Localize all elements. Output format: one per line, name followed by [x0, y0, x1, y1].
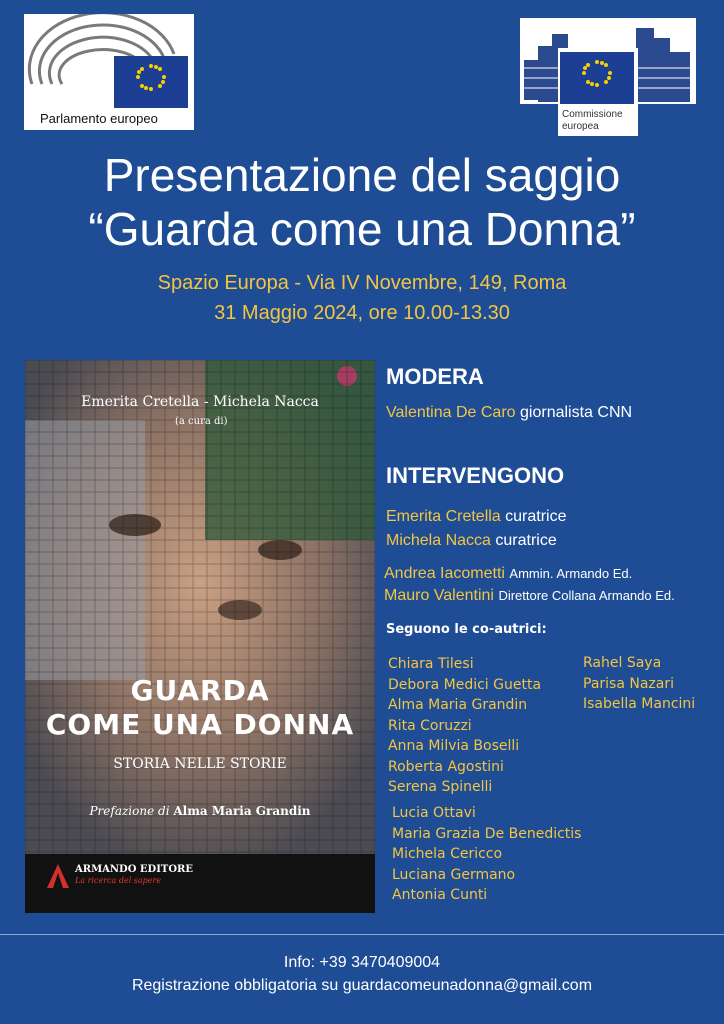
cover-title-line-2: COME UNA DONNA	[45, 708, 355, 741]
speaker-line	[384, 565, 632, 583]
cover-preface-name: Alma Maria Grandin	[173, 804, 311, 818]
coauthor-name: Alma Maria Grandin	[388, 697, 528, 713]
coauthors-column-3	[392, 805, 581, 908]
european-commission-logo	[520, 18, 696, 136]
title-line-2: “Guarda come una Donna”	[88, 203, 636, 255]
coauthors-column-1	[388, 656, 541, 800]
speaker-role: Direttore Collana Armando Ed.	[498, 588, 675, 603]
registration-note: Registrazione obbligatoria su guardacomeunadonna@gmail.com	[131, 977, 593, 994]
coauthor-name: Lucia Ottavi	[392, 805, 476, 821]
speaker-role: Ammin. Armando Ed.	[509, 566, 633, 581]
speaker-line	[386, 532, 557, 550]
cover-subtitle: STORIA NELLE STORIE	[113, 756, 287, 772]
coauthors-heading: Seguono le co-autrici:	[386, 622, 547, 637]
venue-address: Spazio Europa - Via IV Novembre, 149, Roma	[157, 272, 567, 294]
coauthor-name: Chiara Tilesi	[388, 656, 474, 672]
moderator-heading: MODERA	[386, 364, 484, 389]
speakers-heading: INTERVENGONO	[386, 463, 565, 488]
speaker-line	[386, 508, 567, 526]
coauthor-name: Debora Medici Guetta	[388, 676, 542, 693]
speaker-role: curatrice	[495, 532, 557, 549]
parliament-label: Parlamento europeo	[40, 111, 158, 126]
cover-edited-note: (a cura di)	[175, 416, 228, 427]
cover-authors: Emerita Cretella - Michela Nacca	[81, 394, 319, 410]
event-datetime: 31 Maggio 2024, ore 10.00-13.30	[214, 302, 510, 324]
moderator-name: Valentina De Caro	[386, 404, 516, 421]
publisher-tagline: La ricerca del sapere	[75, 876, 162, 885]
coauthor-name: Maria Grazia De Benedictis	[392, 825, 582, 842]
moderator-role: giornalista CNN	[520, 404, 633, 421]
cover-preface	[25, 804, 375, 818]
coauthors-column-2	[583, 655, 695, 717]
cover-mosaic-image	[25, 360, 375, 854]
coauthor-name: Serena Spinelli	[388, 779, 493, 795]
speaker-name: Andrea Iacometti	[384, 565, 505, 582]
cover-preface-prefix: Prefazione di	[89, 804, 170, 818]
speaker-name: Mauro Valentini	[384, 587, 494, 604]
coauthor-name: Luciana Germano	[392, 866, 516, 883]
coauthor-name: Antonia Cunti	[392, 887, 488, 903]
cover-title-line-1: GUARDA	[130, 674, 270, 707]
moderator-line	[386, 404, 632, 422]
coauthor-name: Roberta Agostini	[388, 758, 504, 775]
coauthor-name: Anna Milvia Boselli	[388, 738, 520, 754]
coauthor-name: Parisa Nazari	[583, 675, 674, 692]
coauthor-name: Rahel Saya	[583, 655, 662, 671]
speaker-name: Emerita Cretella	[386, 508, 501, 525]
footer-divider	[0, 934, 724, 935]
cover-publisher-band	[25, 854, 375, 913]
coauthor-name: Rita Coruzzi	[388, 717, 472, 734]
speaker-name: Michela Nacca	[386, 532, 491, 549]
speaker-line	[384, 587, 675, 605]
coauthor-name: Michela Cericco	[392, 846, 503, 862]
publisher-name: ARMANDO EDITORE	[75, 864, 193, 875]
publisher-logo-icon	[47, 864, 69, 888]
commission-label-1: Commissione	[562, 109, 623, 120]
coauthor-name: Isabella Mancini	[583, 696, 696, 712]
commission-label-2: europea	[562, 121, 599, 132]
book-cover	[25, 360, 375, 913]
speaker-role: curatrice	[505, 508, 567, 525]
info-phone: Info: +39 3470409004	[283, 954, 441, 971]
title-line-1: Presentazione del saggio	[103, 149, 621, 201]
